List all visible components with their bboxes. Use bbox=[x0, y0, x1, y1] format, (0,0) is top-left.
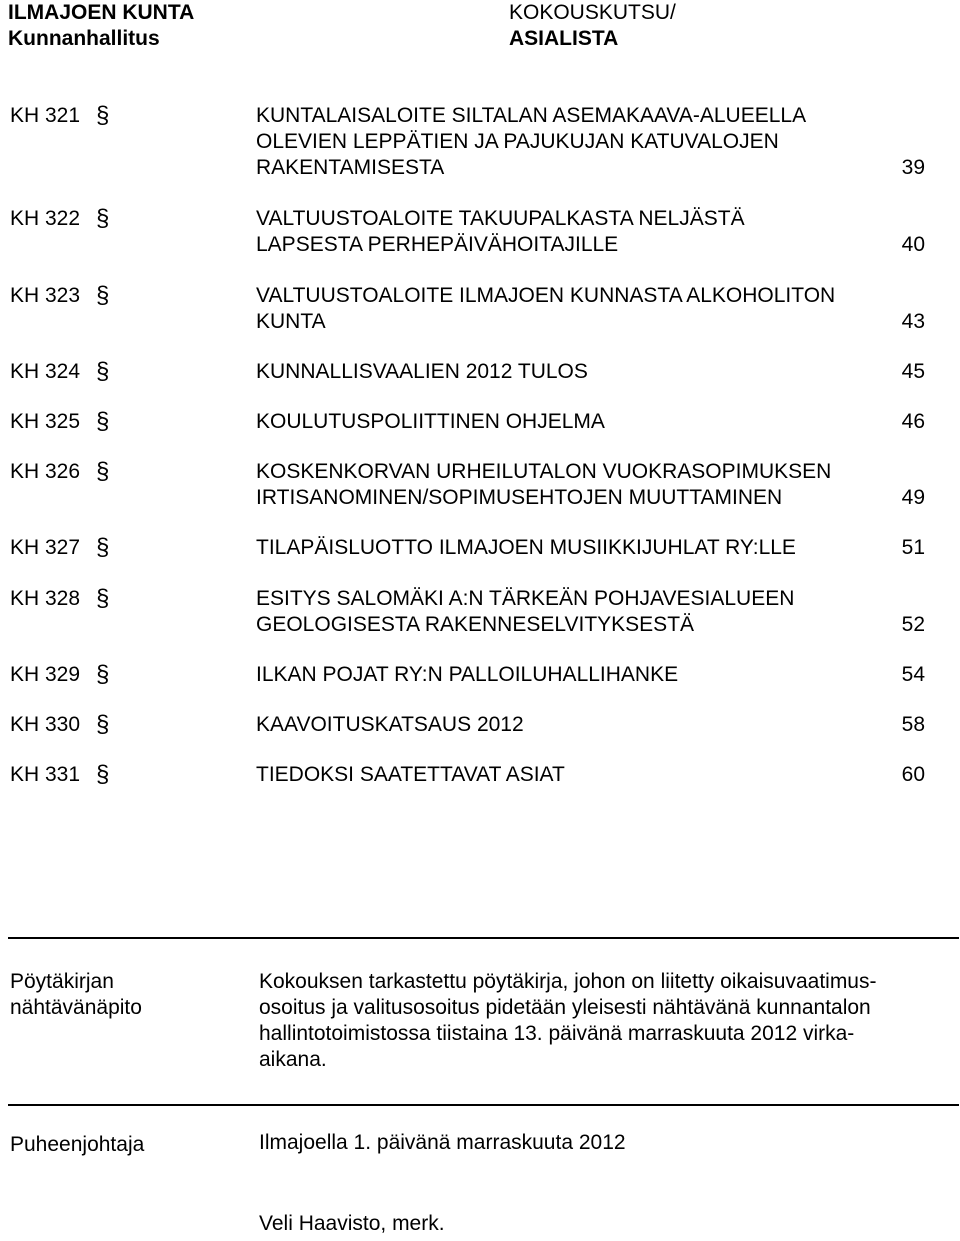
agenda-item-page: 60 bbox=[901, 763, 925, 786]
agenda-item-title: VALTUUSTOALOITE TAKUUPALKASTA NELJÄSTÄ LAPSESTA PERHEPÄIVÄHOITAJILLE bbox=[256, 207, 745, 256]
agenda-item-title: KAAVOITUSKATSAUS 2012 bbox=[256, 713, 524, 736]
agenda-item-page: 58 bbox=[901, 713, 925, 736]
agenda-item-code: KH 329 bbox=[10, 663, 81, 686]
agenda-item-title: KUNTALAISALOITE SILTALAN ASEMAKAAVA-ALUEELLA OLEVIEN LEPPÄTIEN JA PAJUKUJAN KATUVALOJEN RAKENTAMISESTA bbox=[256, 104, 807, 179]
agenda-item-code: KH 321 bbox=[10, 104, 81, 127]
organization-block bbox=[8, 0, 194, 52]
agenda-item-page: 49 bbox=[901, 486, 925, 509]
agenda-item-code: KH 330 bbox=[10, 713, 81, 736]
agenda-item-page: 43 bbox=[901, 310, 925, 333]
section-sign-icon: § bbox=[96, 585, 110, 612]
section-sign-icon: § bbox=[96, 358, 110, 385]
footer-divider-bottom bbox=[8, 1104, 959, 1106]
agenda-item-page: 46 bbox=[901, 410, 925, 433]
chair-label: Puheenjohtaja bbox=[10, 1133, 145, 1156]
agenda-item-title: KOULUTUSPOLIITTINEN OHJELMA bbox=[256, 410, 605, 433]
agenda-item-title: ESITYS SALOMÄKI A:N TÄRKEÄN POHJAVESIALUEEN GEOLOGISESTA RAKENNESELVITYKSESTÄ bbox=[256, 587, 795, 636]
agenda-item-page: 40 bbox=[901, 233, 925, 256]
agenda-item-title: TILAPÄISLUOTTO ILMAJOEN MUSIIKKIJUHLAT RY:LLE bbox=[256, 536, 796, 559]
agenda-item-page: 45 bbox=[901, 360, 925, 383]
section-sign-icon: § bbox=[96, 661, 110, 688]
section-sign-icon: § bbox=[96, 102, 110, 129]
agenda-item-code: KH 322 bbox=[10, 207, 81, 230]
minutes-availability-label: Pöytäkirjan nähtävänäpito bbox=[10, 970, 142, 1019]
section-sign-icon: § bbox=[96, 205, 110, 232]
section-sign-icon: § bbox=[96, 761, 110, 788]
agenda-item-title: TIEDOKSI SAATETTAVAT ASIAT bbox=[256, 763, 565, 786]
section-sign-icon: § bbox=[96, 534, 110, 561]
agenda-item-code: KH 325 bbox=[10, 410, 81, 433]
agenda-item-code: KH 331 bbox=[10, 763, 81, 786]
agenda-item-page: 39 bbox=[901, 156, 925, 179]
document-type-line1: KOKOUSKUTSU/ bbox=[509, 1, 676, 24]
agenda-item-code: KH 323 bbox=[10, 284, 81, 307]
agenda-item-title: KUNNALLISVAALIEN 2012 TULOS bbox=[256, 360, 588, 383]
section-sign-icon: § bbox=[96, 458, 110, 485]
agenda-item-code: KH 328 bbox=[10, 587, 81, 610]
footer-divider-top bbox=[8, 937, 959, 939]
signature-name: Veli Haavisto, merk. bbox=[259, 1212, 445, 1235]
agenda-item-page: 52 bbox=[901, 613, 925, 636]
section-sign-icon: § bbox=[96, 408, 110, 435]
organization-name: ILMAJOEN KUNTA bbox=[8, 1, 195, 24]
section-sign-icon: § bbox=[96, 282, 110, 309]
agenda-item-code: KH 324 bbox=[10, 360, 81, 383]
signing-date: Ilmajoella 1. päivänä marraskuuta 2012 bbox=[259, 1131, 626, 1154]
agenda-item-title: KOSKENKORVAN URHEILUTALON VUOKRASOPIMUKSEN IRTISANOMINEN/SOPIMUSEHTOJEN MUUTTAMINEN bbox=[256, 460, 832, 509]
agenda-item-title: ILKAN POJAT RY:N PALLOILUHALLIHANKE bbox=[256, 663, 679, 686]
agenda-item-page: 51 bbox=[901, 536, 925, 559]
agenda-item-title: VALTUUSTOALOITE ILMAJOEN KUNNASTA ALKOHOLITON KUNTA bbox=[256, 284, 836, 333]
organization-board: Kunnanhallitus bbox=[8, 27, 160, 50]
agenda-item-code: KH 327 bbox=[10, 536, 81, 559]
agenda-item-page: 54 bbox=[901, 663, 925, 686]
minutes-availability-text: Kokouksen tarkastettu pöytäkirja, johon on liitetty oikaisuvaatimus- osoitus ja valitusosoitus pidetään yleisesti nähtävänä kunnantalon hallintotoimistossa tiistaina 13. päivänä marraskuuta 2012 virka- aikana. bbox=[259, 970, 877, 1071]
document-type-block bbox=[509, 0, 676, 52]
agenda-item-code: KH 326 bbox=[10, 460, 81, 483]
document-type-line2: ASIALISTA bbox=[509, 27, 619, 50]
section-sign-icon: § bbox=[96, 711, 110, 738]
